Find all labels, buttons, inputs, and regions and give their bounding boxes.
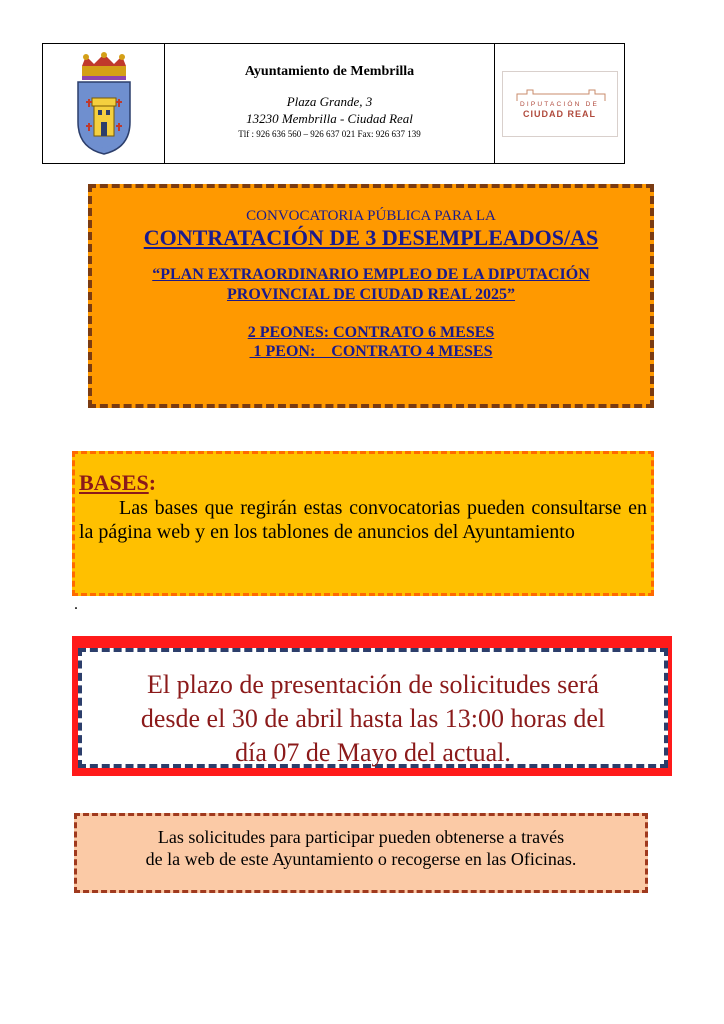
org-name: Ayuntamiento de Membrilla bbox=[244, 64, 415, 79]
announcement-box bbox=[88, 184, 654, 408]
deadline-text bbox=[82, 652, 664, 770]
contract-line-2: 1 PEON: CONTRATO 4 MESES bbox=[249, 343, 493, 360]
coat-of-arms-icon bbox=[72, 52, 136, 156]
diputacion-logo-line-2: CIUDAD REAL bbox=[523, 108, 596, 119]
bases-title: BASES bbox=[79, 470, 149, 495]
bases-text: Las bases que regirán estas convocatorias pueden consultarse en la página web y en los tablones de anuncios del Ayuntamiento bbox=[79, 497, 647, 543]
coat-of-arms-cell bbox=[43, 44, 165, 163]
address-line-2: 13230 Membrilla - Ciudad Real bbox=[246, 111, 413, 126]
diputacion-logo-cell bbox=[495, 44, 624, 163]
deadline-line-3: día 07 de Mayo del actual. bbox=[235, 738, 511, 767]
applications-line-1: Las solicitudes para participar pueden obtenerse a través bbox=[157, 827, 565, 847]
letterhead bbox=[42, 43, 625, 164]
bases-colon: : bbox=[148, 470, 157, 495]
plan-name-line-2: PROVINCIAL DE CIUDAD REAL 2025” bbox=[226, 286, 516, 303]
bases-heading bbox=[79, 470, 647, 496]
deadline-line-2: desde el 30 de abril hasta las 13:00 horas del bbox=[140, 704, 606, 733]
address-line-1: Plaza Grande, 3 bbox=[286, 94, 373, 109]
diputacion-logo-line-1: DIPUTACIÓN DE bbox=[519, 100, 600, 108]
trailing-dot: . bbox=[74, 596, 78, 613]
deadline-line-1: El plazo de presentación de solicitudes será bbox=[147, 670, 599, 699]
announcement-title: CONTRATACIÓN DE 3 DESEMPLEADOS/AS bbox=[143, 225, 599, 250]
diputacion-logo bbox=[502, 71, 618, 137]
deadline-frame bbox=[72, 636, 672, 776]
deadline-box bbox=[78, 648, 668, 768]
bases-box bbox=[72, 451, 654, 596]
applications-text bbox=[77, 816, 645, 870]
applications-box bbox=[74, 813, 648, 893]
contract-line-1: 2 PEONES: CONTRATO 6 MESES bbox=[247, 324, 495, 341]
announcement-line-1: CONVOCATORIA PÚBLICA PARA LA bbox=[246, 208, 496, 224]
plan-name-line-1: “PLAN EXTRAORDINARIO EMPLEO DE LA DIPUTACIÓN bbox=[152, 266, 590, 283]
phone-numbers: Tlf : 926 636 560 – 926 637 021 Fax: 926 637 139 bbox=[238, 129, 421, 139]
applications-line-2: de la web de este Ayuntamiento o recogerse en las Oficinas. bbox=[145, 849, 577, 869]
diputacion-emblem-icon bbox=[513, 88, 609, 102]
address-cell bbox=[165, 44, 495, 163]
